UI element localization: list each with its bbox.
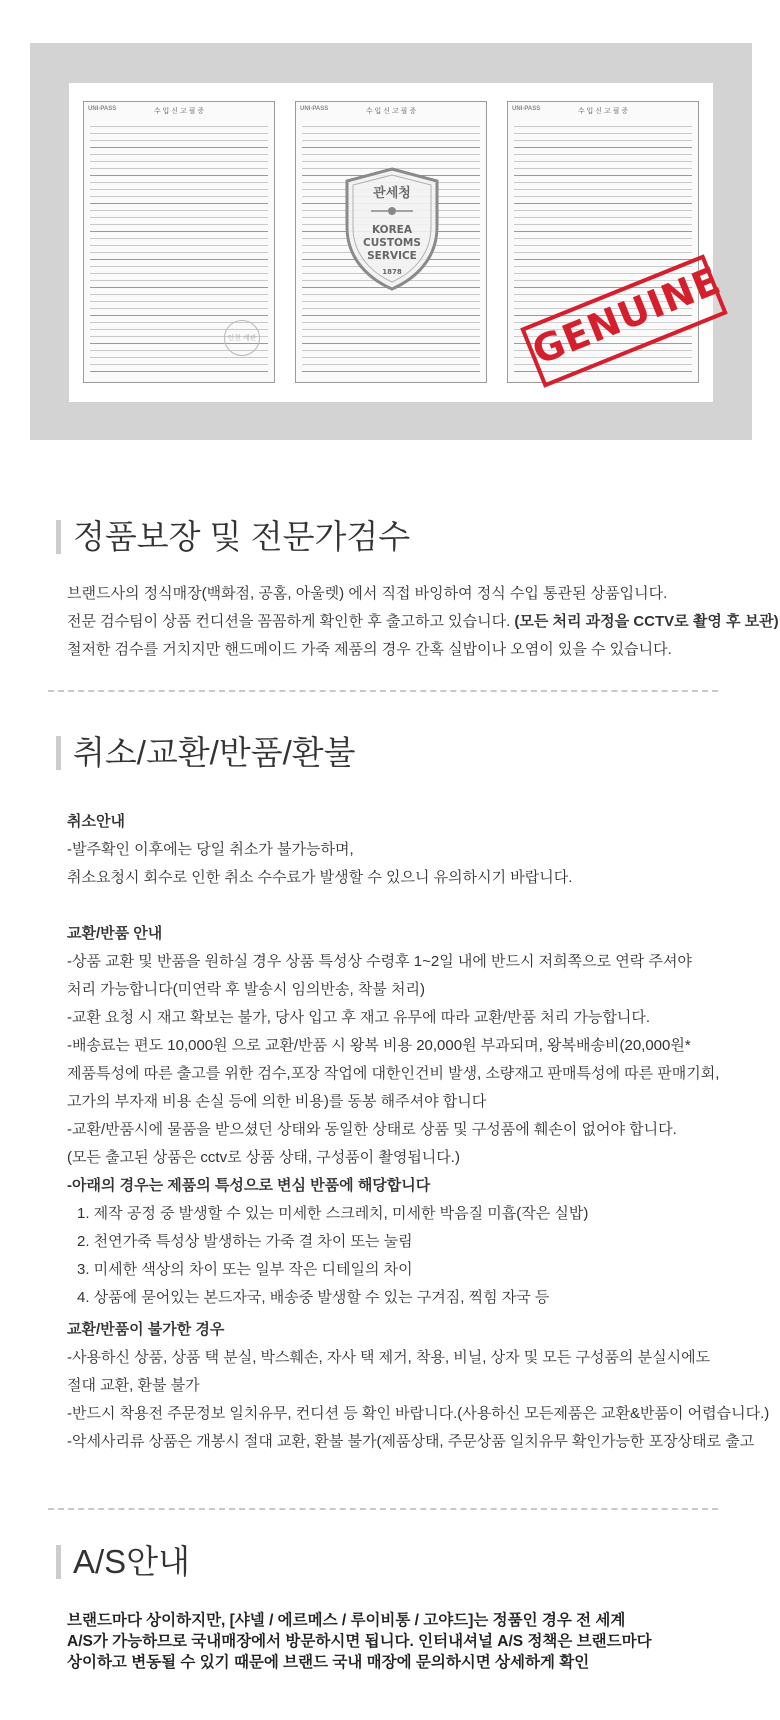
simple-change-item: 1. 제작 공정 중 발생할 수 있는 미세한 스크레치, 미세한 박음질 미흡(작은 실밥) xyxy=(77,1205,589,1222)
section-divider xyxy=(48,1508,718,1510)
genuine-stamp: GENUINE xyxy=(520,254,728,388)
as-line: 상이하고 변동될 수 있기 때문에 브랜드 국내 매장에 문의하시면 상세하게 확인 xyxy=(67,1654,590,1671)
form-title: 수 입 신 고 필 증 xyxy=(365,108,417,115)
as-line: A/S가 가능하므로 국내매장에서 방문하시면 됩니다. 인터내셔널 A/S 정책은 브랜드마다 xyxy=(67,1633,652,1650)
shield-line-2: CUSTOMS xyxy=(363,237,421,249)
form-logo: UNI-PASS xyxy=(512,106,541,112)
exchange-line: 처리 가능합니다(미연락 후 발송시 임의반송, 착불 처리) xyxy=(67,981,425,998)
customs-certificate-image xyxy=(30,43,752,440)
shield-line-1: KOREA xyxy=(372,224,412,236)
section-divider xyxy=(48,690,718,692)
section-title-cancel-refund: 취소/교환/반품/환불 xyxy=(56,736,356,770)
as-line: 브랜드마다 상이하지만, [샤넬 / 에르메스 / 루이비통 / 고야드]는 정품인 경우 전 세계 xyxy=(67,1612,626,1629)
korea-customs-shield-icon xyxy=(341,167,443,291)
cancel-line: -발주확인 이후에는 당일 취소가 불가능하며, xyxy=(67,841,354,858)
section-title-authenticity: 정품보장 및 전문가검수 xyxy=(56,520,410,554)
form-logo: UNI-PASS xyxy=(88,106,117,112)
form-logo: UNI-PASS xyxy=(300,106,329,112)
cctv-note: (모든 처리 과정을 CCTV로 촬영 후 보관) xyxy=(514,613,779,630)
import-declaration-form-1 xyxy=(83,101,275,383)
exchange-line: 제품특성에 따른 출고를 위한 검수,포장 작업에 대한인건비 발생, 소량재고 판매특성에 따른 판매기회, xyxy=(67,1065,720,1082)
exchange-line: -교환/반품시에 물품을 받으셨던 상태와 동일한 상태로 상품 및 구성품에 훼손이 없어야 합니다. xyxy=(67,1121,677,1138)
shield-year: 1878 xyxy=(382,268,402,276)
simple-change-item: 3. 미세한 색상의 차이 또는 일부 작은 디테일의 차이 xyxy=(77,1261,413,1278)
shield-top-text: 관세청 xyxy=(373,186,411,201)
not-allowed-line: -반드시 착용전 주문정보 일치유무, 컨디션 등 확인 바랍니다.(사용하신 모든제품은 교환&반품이 어렵습니다.) xyxy=(67,1405,770,1422)
exchange-heading: 교환/반품 안내 xyxy=(67,925,163,942)
exchange-line: -교환 요청 시 재고 확보는 불가, 당사 입고 후 재고 유무에 따라 교환/반품 처리 가능합니다. xyxy=(67,1009,650,1026)
not-allowed-line: -사용하신 상품, 상품 택 분실, 박스훼손, 자사 택 제거, 착용, 비닐, 상자 및 모든 구성품의 분실시에도 xyxy=(67,1349,711,1366)
cancel-refund-text xyxy=(67,808,769,1456)
shield-line-3: SERVICE xyxy=(367,250,417,262)
exchange-line: (모든 출고된 상품은 cctv로 상품 상태, 구성품이 촬영됩니다.) xyxy=(67,1149,460,1166)
simple-change-item: 4. 상품에 묻어있는 본드자국, 배송중 발생할 수 있는 구겨짐, 찍힘 자국 등 xyxy=(77,1289,550,1306)
form-title: 수 입 신 고 필 증 xyxy=(577,108,629,115)
authenticity-line-2: 전문 검수팀이 상품 컨디션을 꼼꼼하게 확인한 후 출고하고 있습니다. (모든 처리 과정을 CCTV로 촬영 후 보관) xyxy=(67,613,779,630)
not-allowed-heading: 교환/반품이 불가한 경우 xyxy=(67,1321,225,1338)
as-text xyxy=(67,1610,652,1673)
certificate-card xyxy=(69,83,727,402)
authenticity-text xyxy=(67,580,779,664)
simple-change-heading: -아래의 경우는 제품의 특성으로 변심 반품에 해당합니다 xyxy=(67,1177,431,1194)
cancel-line: 취소요청시 회수로 인한 취소 수수료가 발생할 수 있으니 유의하시기 바랍니다. xyxy=(67,869,573,886)
authenticity-line-1: 브랜드사의 정식매장(백화점, 공홈, 아울렛) 에서 직접 바잉하여 정식 수입 통관된 상품입니다. xyxy=(67,585,668,602)
exchange-line: 고가의 부자재 비용 손실 등에 의한 비용)를 동봉 해주셔야 합니다 xyxy=(67,1093,487,1110)
exchange-line: -상품 교환 및 반품을 원하실 경우 상품 특성상 수령후 1~2일 내에 반드시 저희쪽으로 연락 주셔야 xyxy=(67,953,692,970)
authenticity-line-3: 철저한 검수를 거치지만 핸드메이드 가죽 제품의 경우 간혹 실밥이나 오염이 있을 수 있습니다. xyxy=(67,641,672,658)
customs-round-stamp: 인천 세관 xyxy=(224,320,260,356)
not-allowed-line: 절대 교환, 환불 불가 xyxy=(67,1377,200,1394)
form-title: 수 입 신 고 필 증 xyxy=(153,108,205,115)
exchange-line: -배송료는 편도 10,000원 으로 교환/반품 시 왕복 비용 20,000원 부과되며, 왕복배송비(20,000원* xyxy=(67,1037,691,1054)
not-allowed-line: -악세사리류 상품은 개봉시 절대 교환, 환불 불가(제품상태, 주문상품 일치유무 확인가능한 포장상태로 출고 xyxy=(67,1433,755,1450)
cancel-heading: 취소안내 xyxy=(67,813,125,830)
section-title-as: A/S안내 xyxy=(56,1545,190,1579)
simple-change-item: 2. 천연가죽 특성상 발생하는 가죽 결 차이 또는 눌림 xyxy=(77,1233,413,1250)
